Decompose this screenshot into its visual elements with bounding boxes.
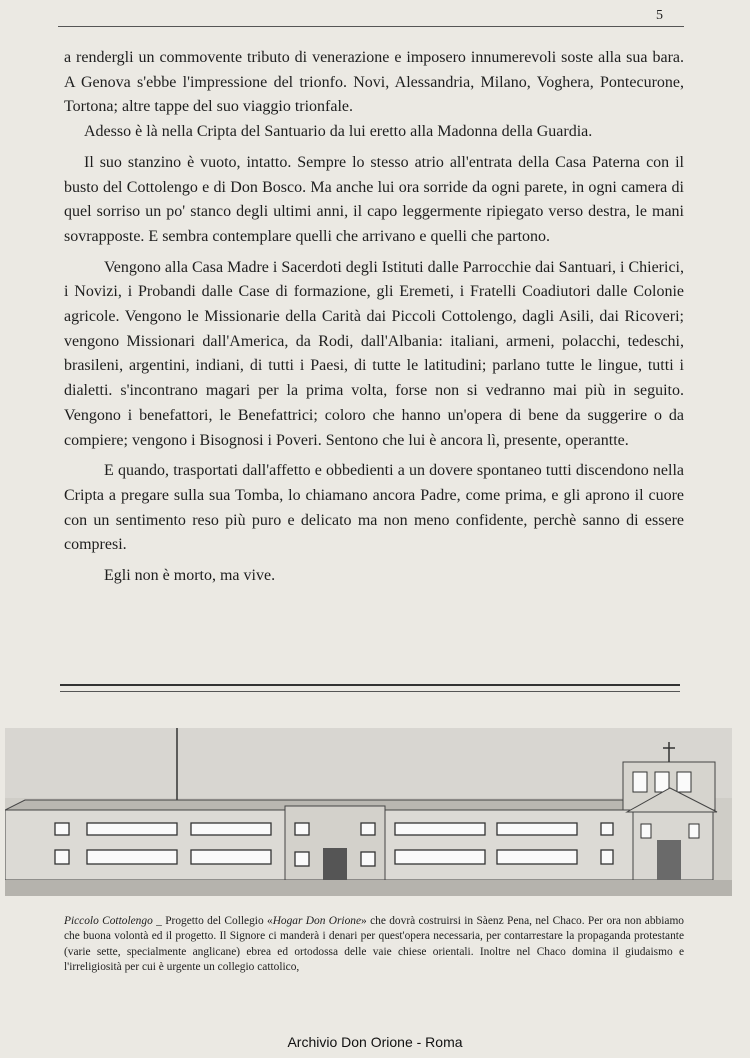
paragraph-3: Il suo stanzino è vuoto, intatto. Sempre lo stesso atrio all'entrata della Casa Paterna con il busto del Cottolengo e di Don Bosco. Ma anche lui ora sorride da ogni parete, in ogni camera di quel sorriso un po' stanco degli ultimi anni, il capo leggermente ripiegato verso destra, le mani sovrapposte. E sembra contemplare quelli che arrivano e quelli che partono. <box>64 153 684 245</box>
section-rule-thick <box>60 684 680 686</box>
paragraph-2: Adesso è là nella Cripta del Santuario da lui eretto alla Madonna della Guardia. <box>84 123 593 141</box>
caption-lead: Piccolo Cottolengo <box>64 915 153 927</box>
caption-dash: _ <box>156 915 162 927</box>
paragraph-6: Egli non è morto, ma vive. <box>104 567 276 585</box>
building-elevation-svg <box>5 728 732 896</box>
caption-project-name: Hogar Don Orione <box>272 915 362 927</box>
page-number: 5 <box>656 8 663 23</box>
header-rule <box>58 26 684 27</box>
illustration-caption <box>64 914 684 976</box>
section-rule-thin <box>60 691 680 692</box>
caption-text-a: Progetto del Collegio « <box>165 915 273 927</box>
paragraph-4: Vengono alla Casa Madre i Sacerdoti degli Istituti dalle Parrocchie dai Santuari, i Chierici, i Novizi, i Probandi dalle Case di formazione, gli Eremeti, i Fratelli Coadiutori dalle Colonie agricole. Vengono le Missionarie della Carità dai Piccoli Cottolengo, dagli Asili, dai Ricoveri; vengono Missionari dall'America, da Rodi, dall'Albania: italiani, armeni, polacchi, tedeschi, brasileni, argentini, indiani, di tutti i Paesi, di tutte le latitudini; parlano tutte le lingue, tutti i dialetti. s'incontrano magari per la prima volta, forse non si vedranno mai più in seguito. Vengono i benefattori, le Benefattrici; coloro che hanno un'opera di bene da suggerire o da compiere; vengono i Bisognosi i Poveri. Sentono che lui è ancora lì, presente, operantte. <box>64 258 684 449</box>
building-project-drawing <box>5 728 732 896</box>
archive-footer: Archivio Don Orione - Roma <box>287 1034 463 1050</box>
caption-text-b: » che dovrà costruirsi in Sàenz Pena, nel Chaco. Per ora non abbiamo che buona volontà ed il progetto. Il Signore ci manderà i denari per quest'opera necessaria, per contarrestare la propaganda protestante (varie sette, specialmente anglicane) ebrea ed ortodossa delle vaie chiese orientali. Inoltre nel Chaco domina il giudaismo e l'irreligiosità per cui è urgente un collegio cattolico, <box>64 915 684 974</box>
article-body <box>64 46 684 589</box>
paragraph-5: E quando, trasportati dall'affetto e obbedienti a un dovere spontaneo tutti discendono nella Cripta a pregare sulla sua Tomba, lo chiamano ancora Padre, come prima, e gli aprono il cuore con un sentimento reso più puro e delicato ma non meno confidente, perchè sanno di essere compresi. <box>64 462 684 554</box>
paragraph-1: a rendergli un commovente tributo di venerazione e imposero innumerevoli soste alla sua bara. A Genova s'ebbe l'impressione del trionfo. Novi, Alessandria, Milano, Voghera, Pontecurone, Tortona; altre tappe del suo viaggio trionfale. <box>64 49 684 116</box>
